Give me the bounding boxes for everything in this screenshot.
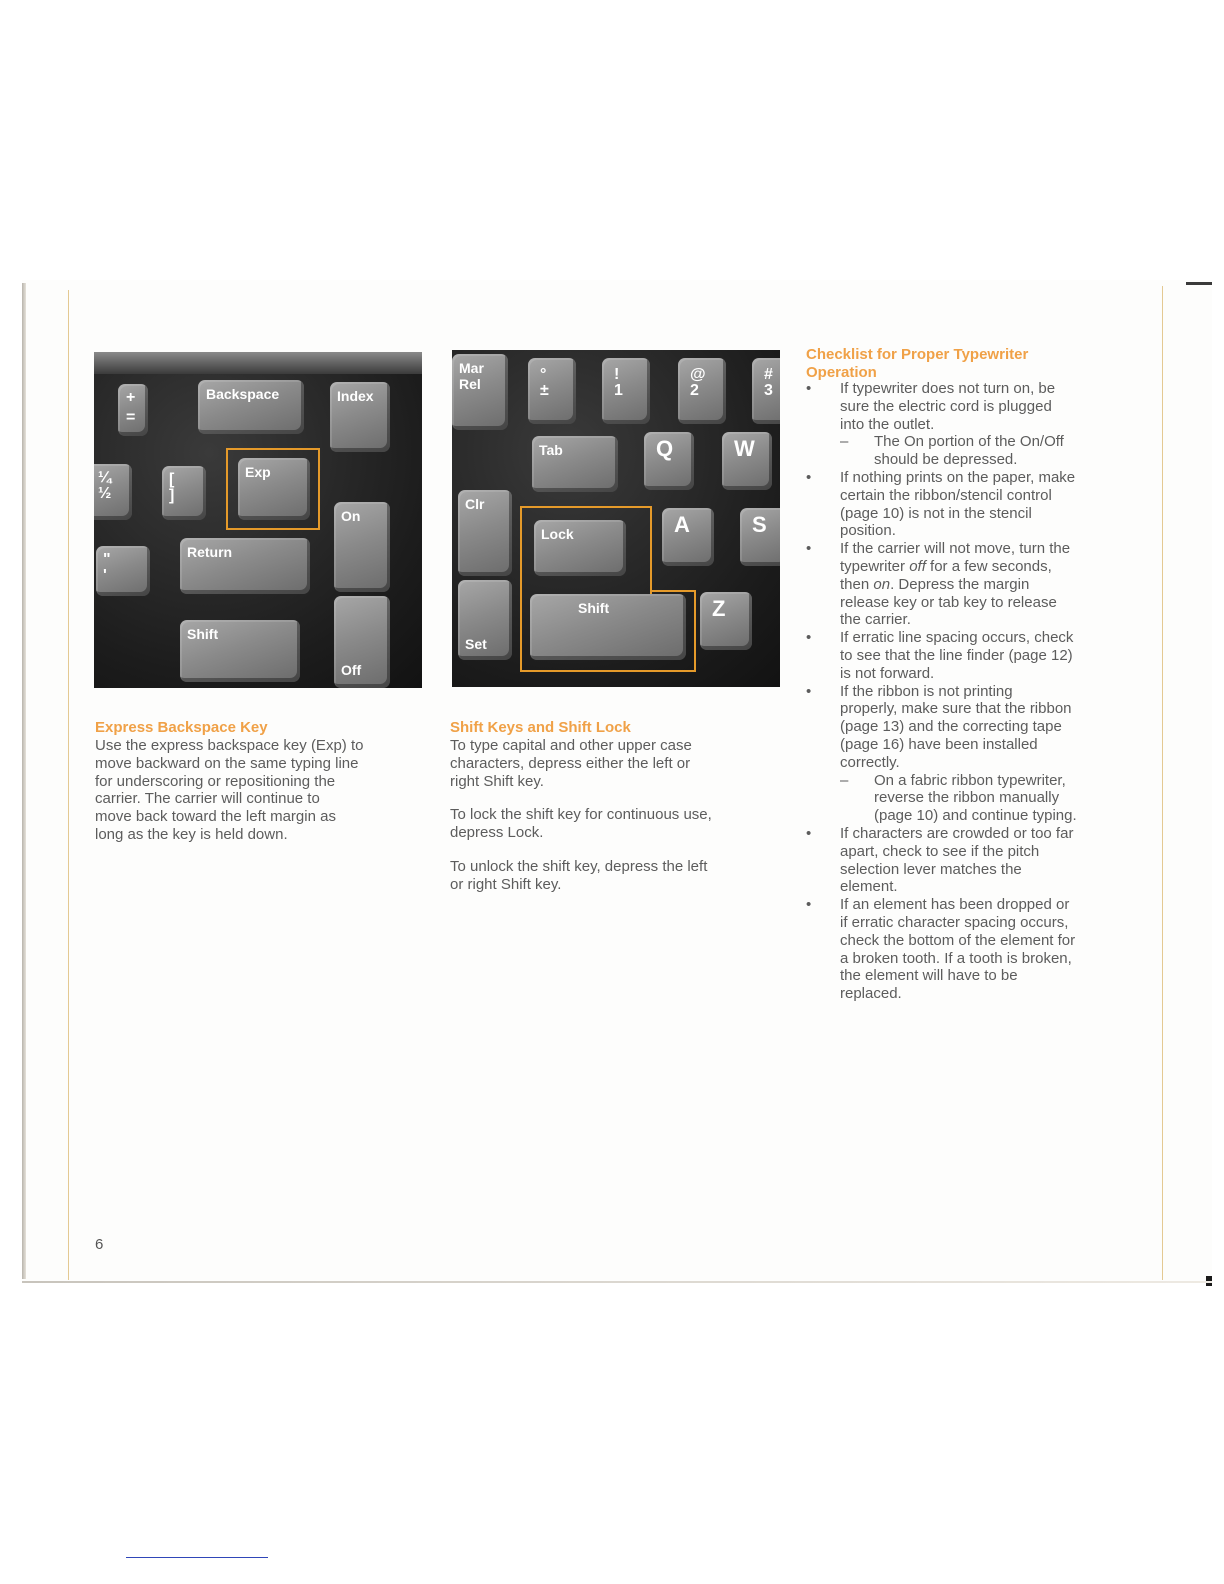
key-mar-rel: Mar Rel: [452, 354, 508, 430]
checklist-subitem: [840, 433, 1136, 469]
right-margin-rule: [1162, 286, 1163, 1280]
text-line: properly, make sure that the ribbon: [840, 700, 1072, 718]
text-line: right Shift key.: [450, 772, 544, 790]
express-backspace-text: [95, 737, 430, 844]
text-line: If the ribbon is not printing: [840, 682, 1013, 700]
text-line: check the bottom of the element for: [840, 931, 1076, 949]
text-line: To lock the shift key for continuous use,: [450, 806, 712, 824]
text-line: If an element has been dropped or: [840, 896, 1070, 914]
key-clr: Clr: [458, 490, 512, 576]
key-2: @ 2: [678, 358, 726, 424]
text-line: a broken tooth. If a tooth is broken,: [840, 949, 1072, 967]
text-line: typewriter off for a few seconds,: [840, 557, 1052, 575]
page-binding-edge: [22, 283, 26, 1279]
checklist-item: [806, 540, 1136, 629]
text-line: (page 10) and continue typing.: [874, 807, 1077, 825]
keyboard-photo-shift-lock: [452, 350, 780, 687]
checklist-item: [806, 896, 1136, 1003]
text-line: sure the electric cord is plugged: [840, 397, 1052, 415]
bullet-icon: •: [806, 380, 812, 397]
checklist-item: [806, 629, 1136, 682]
key-bracket: [ ]: [162, 466, 206, 520]
text-line: to see that the line finder (page 12): [840, 646, 1073, 664]
key-return: Return: [180, 538, 310, 594]
text-line: or right Shift key.: [450, 875, 562, 893]
text-line: reverse the ribbon manually: [874, 789, 1060, 807]
lock-highlight-box: [520, 506, 652, 594]
shift-keys-heading: Shift Keys and Shift Lock: [450, 719, 631, 736]
emphasis-off: off: [909, 557, 926, 575]
left-margin-rule: [68, 290, 69, 1280]
text-line: If nothing prints on the paper, make: [840, 468, 1076, 486]
key-tab: Tab: [532, 436, 618, 492]
page-bottom-edge: [22, 1281, 1212, 1283]
key-degree: ° ±: [528, 358, 576, 424]
exp-highlight-box: [226, 448, 320, 530]
bullet-icon: •: [806, 629, 812, 647]
keyboard-photo-express-backspace: [94, 352, 422, 688]
checklist: [806, 380, 1136, 1003]
key-shift-photo: Shift: [530, 594, 686, 660]
text-line: (page 16) have been installed: [840, 735, 1038, 753]
text-line: apart, check to see if the pitch: [840, 842, 1040, 860]
dash-icon: –: [840, 771, 849, 789]
text-line: release key or tab key to release: [840, 593, 1057, 611]
checklist-item: [806, 469, 1136, 540]
key-lock: Lock: [534, 520, 626, 576]
text-line: (page 13) and the correcting tape: [840, 718, 1062, 736]
text-line: long as the key is held down.: [95, 825, 288, 843]
text-line: If characters are crowded or too far: [840, 824, 1074, 842]
text-line: depress Lock.: [450, 824, 544, 842]
key-quote: " ': [96, 546, 150, 596]
checklist-heading-line: Operation: [806, 364, 877, 381]
text-line: On a fabric ribbon typewriter,: [874, 771, 1066, 789]
edge-mark-top-right: [1186, 282, 1212, 285]
text-line: (page 10) is not in the stencil: [840, 504, 1032, 522]
key-off: Off: [334, 596, 390, 688]
key-w: W: [722, 432, 772, 490]
key-q: Q: [644, 432, 694, 490]
bullet-icon: •: [806, 540, 812, 558]
page-number: 6: [95, 1236, 104, 1253]
key-index: Index: [330, 382, 390, 452]
text-line: Use the express backspace key (Exp) to: [95, 737, 364, 754]
text-line: element.: [840, 878, 898, 896]
dash-icon: –: [840, 433, 849, 451]
text-line: characters, depress either the left or: [450, 754, 691, 772]
text-line: correctly.: [840, 753, 900, 771]
text-line: replaced.: [840, 985, 902, 1003]
text-line: if erratic character spacing occurs,: [840, 913, 1069, 931]
text-line: for underscoring or repositioning the: [95, 772, 336, 790]
shift-keys-text: [450, 737, 790, 910]
text-line: If the carrier will not move, turn the: [840, 540, 1071, 558]
text-line: To type capital and other upper case: [450, 737, 692, 754]
key-shift-left-photo: Shift: [180, 620, 300, 682]
key-s: S: [740, 508, 780, 566]
text-line: move backward on the same typing line: [95, 754, 359, 772]
key-backspace: Backspace: [198, 380, 304, 434]
text-line: move back toward the left margin as: [95, 808, 336, 826]
checklist-heading: [806, 346, 1028, 382]
text-line: the element will have to be: [840, 967, 1018, 985]
checklist-subitem: [840, 772, 1136, 825]
text-line: To unlock the shift key, depress the left: [450, 857, 708, 875]
footer-link-rule: [126, 1557, 268, 1558]
key-3: # 3: [752, 358, 780, 424]
text-line: If typewriter does not turn on, be: [840, 380, 1056, 397]
key-a: A: [662, 508, 714, 566]
key-1: ! 1: [602, 358, 650, 424]
paragraph: [450, 737, 790, 790]
bullet-icon: •: [806, 682, 812, 700]
paragraph: [450, 806, 790, 842]
text-line: the carrier.: [840, 611, 911, 629]
highlight-step: [650, 590, 696, 592]
key-z: Z: [700, 592, 752, 650]
text-line: carrier. The carrier will continue to: [95, 790, 320, 808]
key-fraction: ¼ ½: [94, 464, 132, 520]
key-on: On: [334, 502, 390, 592]
text-line: selection lever matches the: [840, 860, 1022, 878]
text-line: should be depressed.: [874, 451, 1018, 469]
checklist-heading-line: Checklist for Proper Typewriter: [806, 346, 1029, 363]
express-backspace-heading: Express Backspace Key: [95, 719, 268, 736]
checklist-item: [806, 380, 1136, 469]
key-exp: Exp: [238, 458, 310, 520]
paragraph: [450, 858, 790, 894]
key-plus-equals: + =: [118, 384, 148, 436]
key-set: Set: [458, 580, 512, 660]
text-line: into the outlet.: [840, 415, 935, 433]
checklist-item: [806, 825, 1136, 896]
bullet-icon: •: [806, 824, 812, 842]
text-line: If erratic line spacing occurs, check: [840, 629, 1074, 647]
bullet-icon: •: [806, 896, 812, 914]
shift-highlight-box: [520, 590, 696, 672]
text-line: position.: [840, 522, 896, 540]
text-line: The On portion of the On/Off: [874, 433, 1064, 451]
checklist-item: [806, 683, 1136, 825]
emphasis-on: on: [873, 575, 891, 593]
text-line: certain the ribbon/stencil control: [840, 486, 1052, 504]
text-line: then on. Depress the margin: [840, 575, 1030, 593]
bullet-icon: •: [806, 468, 812, 486]
text-line: is not forward.: [840, 664, 935, 682]
